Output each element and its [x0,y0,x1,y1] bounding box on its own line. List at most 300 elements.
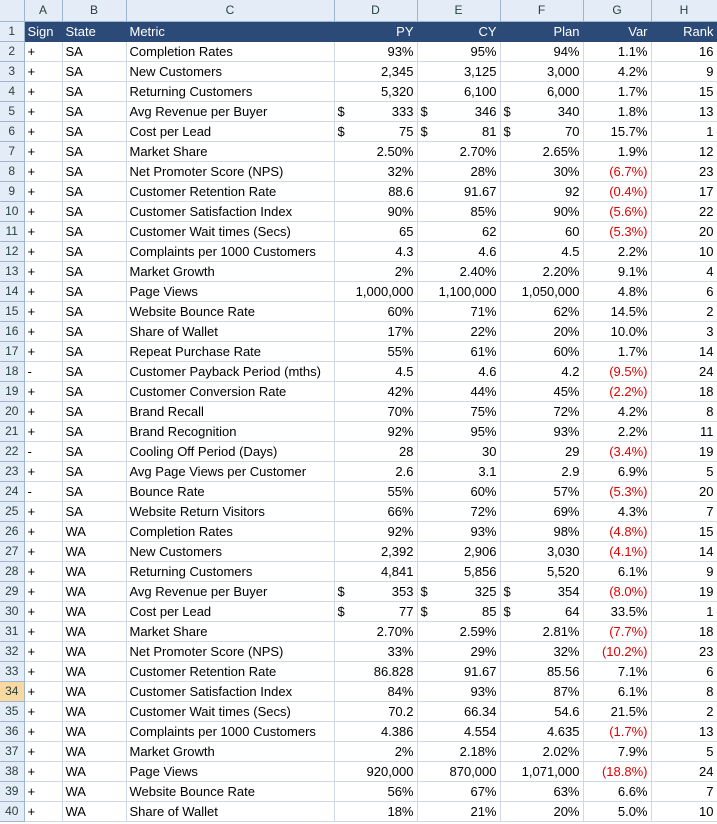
table-cell[interactable]: WA [62,721,126,741]
table-cell[interactable]: + [24,741,62,761]
table-cell[interactable]: 70.2 [334,701,417,721]
table-cell[interactable]: 20 [651,481,717,501]
table-cell[interactable] [500,601,583,621]
row-header[interactable]: 33 [0,661,24,681]
table-cell[interactable]: 32% [334,161,417,181]
column-header-h[interactable]: H [651,0,717,21]
table-cell[interactable]: Page Views [126,761,334,781]
table-cell[interactable]: 6 [651,281,717,301]
table-cell[interactable]: Customer Satisfaction Index [126,201,334,221]
row-header[interactable]: 16 [0,321,24,341]
header-cell[interactable]: CY [417,21,500,41]
table-cell[interactable]: Complaints per 1000 Customers [126,241,334,261]
table-cell[interactable]: 10 [651,801,717,821]
table-cell[interactable]: SA [62,401,126,421]
row-header[interactable]: 4 [0,81,24,101]
table-cell[interactable]: New Customers [126,61,334,81]
table-cell[interactable]: 72% [500,401,583,421]
table-cell[interactable] [417,121,500,141]
table-cell[interactable]: + [24,281,62,301]
table-cell[interactable]: 28 [334,441,417,461]
table-cell[interactable]: 5.0% [583,801,651,821]
table-cell[interactable]: + [24,41,62,61]
table-cell[interactable]: + [24,381,62,401]
table-cell[interactable]: 1 [651,121,717,141]
header-cell[interactable]: Var [583,21,651,41]
table-cell[interactable]: 7.1% [583,661,651,681]
table-cell[interactable]: 15 [651,81,717,101]
table-cell[interactable]: 23 [651,641,717,661]
table-cell[interactable]: 18% [334,801,417,821]
table-cell[interactable]: 45% [500,381,583,401]
table-cell[interactable]: 2.81% [500,621,583,641]
table-cell[interactable]: (9.5%) [583,361,651,381]
table-cell[interactable]: 30% [500,161,583,181]
table-cell[interactable]: 10.0% [583,321,651,341]
table-cell[interactable]: 2.65% [500,141,583,161]
table-cell[interactable]: 94% [500,41,583,61]
table-cell[interactable]: 1,100,000 [417,281,500,301]
table-cell[interactable]: 4 [651,261,717,281]
table-cell[interactable]: 93% [334,41,417,61]
table-cell[interactable] [417,101,500,121]
table-cell[interactable] [500,581,583,601]
row-header[interactable]: 6 [0,121,24,141]
column-header-d[interactable]: D [334,0,417,21]
table-cell[interactable]: 2 [651,301,717,321]
table-cell[interactable]: + [24,541,62,561]
table-cell[interactable]: 18 [651,381,717,401]
table-cell[interactable]: Customer Retention Rate [126,661,334,681]
table-cell[interactable]: + [24,581,62,601]
table-cell[interactable]: 2.2% [583,241,651,261]
table-cell[interactable] [417,581,500,601]
table-cell[interactable]: 13 [651,101,717,121]
table-cell[interactable]: 1.9% [583,141,651,161]
table-cell[interactable]: Completion Rates [126,521,334,541]
table-cell[interactable]: 2.2% [583,421,651,441]
table-cell[interactable]: WA [62,641,126,661]
table-cell[interactable]: 8 [651,681,717,701]
table-cell[interactable]: SA [62,121,126,141]
table-cell[interactable]: Market Share [126,621,334,641]
table-cell[interactable]: Customer Payback Period (mths) [126,361,334,381]
row-header[interactable]: 22 [0,441,24,461]
table-cell[interactable]: Returning Customers [126,561,334,581]
table-cell[interactable]: Cost per Lead [126,121,334,141]
table-cell[interactable]: 67% [417,781,500,801]
table-cell[interactable]: + [24,141,62,161]
table-cell[interactable]: 4.2% [583,401,651,421]
header-cell[interactable]: Metric [126,21,334,41]
table-cell[interactable]: 90% [334,201,417,221]
table-cell[interactable]: SA [62,101,126,121]
table-cell[interactable]: 60% [417,481,500,501]
table-cell[interactable]: 23 [651,161,717,181]
table-cell[interactable]: (1.7%) [583,721,651,741]
table-cell[interactable]: 29% [417,641,500,661]
table-cell[interactable]: 33.5% [583,601,651,621]
table-cell[interactable]: 66.34 [417,701,500,721]
row-header[interactable]: 3 [0,61,24,81]
table-cell[interactable]: SA [62,421,126,441]
table-cell[interactable]: 16 [651,41,717,61]
row-header[interactable]: 38 [0,761,24,781]
table-cell[interactable]: + [24,161,62,181]
table-cell[interactable]: 30 [417,441,500,461]
table-cell[interactable]: SA [62,461,126,481]
table-cell[interactable]: 62% [500,301,583,321]
table-cell[interactable]: 91.67 [417,661,500,681]
row-header[interactable]: 5 [0,101,24,121]
table-cell[interactable]: 56% [334,781,417,801]
table-cell[interactable]: 4.386 [334,721,417,741]
table-cell[interactable]: Returning Customers [126,81,334,101]
table-cell[interactable]: SA [62,201,126,221]
table-cell[interactable]: SA [62,41,126,61]
table-cell[interactable]: - [24,481,62,501]
column-header-f[interactable]: F [500,0,583,21]
table-cell[interactable]: 28% [417,161,500,181]
table-cell[interactable]: 19 [651,581,717,601]
table-cell[interactable]: + [24,241,62,261]
table-cell[interactable]: + [24,421,62,441]
table-cell[interactable]: Net Promoter Score (NPS) [126,161,334,181]
table-cell[interactable]: 1,071,000 [500,761,583,781]
table-cell[interactable]: 5 [651,461,717,481]
table-cell[interactable] [334,101,417,121]
table-cell[interactable]: SA [62,501,126,521]
table-cell[interactable]: 4.5 [500,241,583,261]
table-cell[interactable]: SA [62,281,126,301]
row-header[interactable]: 7 [0,141,24,161]
table-cell[interactable]: 5,856 [417,561,500,581]
table-cell[interactable] [500,121,583,141]
table-cell[interactable]: 93% [417,521,500,541]
table-cell[interactable]: 93% [417,681,500,701]
table-cell[interactable]: SA [62,81,126,101]
table-cell[interactable]: 14 [651,341,717,361]
table-cell[interactable]: 44% [417,381,500,401]
row-header[interactable]: 23 [0,461,24,481]
table-cell[interactable]: Cost per Lead [126,601,334,621]
table-cell[interactable]: 21% [417,801,500,821]
table-cell[interactable]: 24 [651,361,717,381]
table-cell[interactable]: 90% [500,201,583,221]
table-cell[interactable]: + [24,321,62,341]
table-cell[interactable]: 1,000,000 [334,281,417,301]
table-cell[interactable]: 1.1% [583,41,651,61]
table-cell[interactable]: 15.7% [583,121,651,141]
header-cell[interactable]: Sign [24,21,62,41]
row-header[interactable]: 10 [0,201,24,221]
table-cell[interactable]: Customer Wait times (Secs) [126,701,334,721]
table-cell[interactable]: + [24,661,62,681]
table-cell[interactable]: (5.3%) [583,221,651,241]
table-cell[interactable]: 95% [417,41,500,61]
table-cell[interactable]: (8.0%) [583,581,651,601]
table-cell[interactable]: (6.7%) [583,161,651,181]
table-cell[interactable]: 3 [651,321,717,341]
table-cell[interactable]: + [24,101,62,121]
table-cell[interactable]: WA [62,741,126,761]
table-cell[interactable]: 60% [334,301,417,321]
table-cell[interactable]: Net Promoter Score (NPS) [126,641,334,661]
table-cell[interactable]: 6.9% [583,461,651,481]
table-cell[interactable]: SA [62,321,126,341]
row-header[interactable]: 24 [0,481,24,501]
row-header[interactable]: 11 [0,221,24,241]
table-cell[interactable]: SA [62,261,126,281]
table-cell[interactable]: 2% [334,261,417,281]
table-cell[interactable]: + [24,681,62,701]
table-cell[interactable]: 22% [417,321,500,341]
table-cell[interactable]: 3,000 [500,61,583,81]
table-cell[interactable]: 92% [334,521,417,541]
table-cell[interactable]: 65 [334,221,417,241]
table-cell[interactable]: 1 [651,601,717,621]
table-cell[interactable]: 6 [651,661,717,681]
table-cell[interactable]: (10.2%) [583,641,651,661]
table-cell[interactable]: 69% [500,501,583,521]
table-cell[interactable]: 2.59% [417,621,500,641]
table-cell[interactable]: Website Bounce Rate [126,781,334,801]
table-cell[interactable]: WA [62,601,126,621]
table-cell[interactable] [334,601,417,621]
table-cell[interactable]: WA [62,561,126,581]
table-cell[interactable]: 5 [651,741,717,761]
table-cell[interactable]: 6.6% [583,781,651,801]
table-cell[interactable]: 2.70% [334,621,417,641]
table-cell[interactable]: 2,906 [417,541,500,561]
table-cell[interactable]: (5.3%) [583,481,651,501]
table-cell[interactable]: 14 [651,541,717,561]
table-cell[interactable]: 6,100 [417,81,500,101]
table-cell[interactable] [417,601,500,621]
row-header[interactable]: 26 [0,521,24,541]
table-cell[interactable]: + [24,61,62,81]
table-cell[interactable]: Market Growth [126,741,334,761]
table-cell[interactable]: (4.1%) [583,541,651,561]
table-cell[interactable]: Cooling Off Period (Days) [126,441,334,461]
table-cell[interactable]: + [24,181,62,201]
table-cell[interactable]: 33% [334,641,417,661]
row-header[interactable]: 37 [0,741,24,761]
table-cell[interactable]: 17 [651,181,717,201]
table-cell[interactable]: (0.4%) [583,181,651,201]
table-cell[interactable]: 57% [500,481,583,501]
table-cell[interactable]: (4.8%) [583,521,651,541]
table-cell[interactable]: 55% [334,481,417,501]
table-cell[interactable]: 2.6 [334,461,417,481]
row-header[interactable]: 9 [0,181,24,201]
table-cell[interactable]: WA [62,681,126,701]
row-header[interactable]: 27 [0,541,24,561]
table-cell[interactable]: 3,125 [417,61,500,81]
table-cell[interactable]: + [24,341,62,361]
row-header[interactable]: 30 [0,601,24,621]
table-cell[interactable]: 9 [651,561,717,581]
table-cell[interactable]: SA [62,441,126,461]
table-cell[interactable]: 7 [651,501,717,521]
row-header[interactable]: 18 [0,361,24,381]
table-cell[interactable]: WA [62,761,126,781]
table-cell[interactable]: + [24,221,62,241]
row-header[interactable]: 12 [0,241,24,261]
table-cell[interactable]: 2.18% [417,741,500,761]
table-cell[interactable]: SA [62,221,126,241]
table-cell[interactable]: 2.02% [500,741,583,761]
table-cell[interactable] [334,121,417,141]
header-cell[interactable]: Plan [500,21,583,41]
table-cell[interactable]: - [24,441,62,461]
table-cell[interactable]: SA [62,361,126,381]
table-cell[interactable]: 86.828 [334,661,417,681]
table-cell[interactable]: 21.5% [583,701,651,721]
table-cell[interactable]: 71% [417,301,500,321]
table-cell[interactable]: (5.6%) [583,201,651,221]
table-cell[interactable]: 20 [651,221,717,241]
table-cell[interactable]: + [24,121,62,141]
table-cell[interactable]: 70% [334,401,417,421]
row-header[interactable]: 17 [0,341,24,361]
table-cell[interactable]: 92% [334,421,417,441]
table-cell[interactable]: 2,345 [334,61,417,81]
table-cell[interactable]: 9 [651,61,717,81]
table-cell[interactable]: Share of Wallet [126,801,334,821]
table-cell[interactable]: 2 [651,701,717,721]
table-cell[interactable]: 72% [417,501,500,521]
table-cell[interactable]: 8 [651,401,717,421]
table-cell[interactable]: SA [62,161,126,181]
header-cell[interactable]: State [62,21,126,41]
header-cell[interactable]: Rank [651,21,717,41]
table-cell[interactable]: 14.5% [583,301,651,321]
row-header[interactable]: 2 [0,41,24,61]
table-cell[interactable]: Brand Recognition [126,421,334,441]
table-cell[interactable]: 13 [651,721,717,741]
table-cell[interactable]: - [24,361,62,381]
table-cell[interactable]: Avg Revenue per Buyer [126,581,334,601]
table-cell[interactable]: 20% [500,321,583,341]
table-cell[interactable]: 4.6 [417,361,500,381]
row-header[interactable]: 28 [0,561,24,581]
row-header[interactable]: 34 [0,681,24,701]
table-cell[interactable]: 15 [651,521,717,541]
table-cell[interactable]: 4.635 [500,721,583,741]
table-cell[interactable]: 32% [500,641,583,661]
table-cell[interactable]: Website Return Visitors [126,501,334,521]
table-cell[interactable]: 2,392 [334,541,417,561]
table-cell[interactable]: Brand Recall [126,401,334,421]
table-cell[interactable]: Market Growth [126,261,334,281]
table-cell[interactable]: 91.67 [417,181,500,201]
table-cell[interactable]: 93% [500,421,583,441]
table-cell[interactable]: 12 [651,141,717,161]
table-cell[interactable]: 2.70% [417,141,500,161]
table-cell[interactable]: 3,030 [500,541,583,561]
table-cell[interactable]: 2.40% [417,261,500,281]
table-cell[interactable]: WA [62,661,126,681]
table-cell[interactable]: 6,000 [500,81,583,101]
table-cell[interactable]: (3.4%) [583,441,651,461]
table-cell[interactable]: Complaints per 1000 Customers [126,721,334,741]
table-cell[interactable]: WA [62,541,126,561]
table-cell[interactable]: SA [62,61,126,81]
table-cell[interactable]: 4.2 [500,361,583,381]
table-cell[interactable]: 20% [500,801,583,821]
table-cell[interactable]: 4.5 [334,361,417,381]
table-cell[interactable]: WA [62,621,126,641]
table-cell[interactable]: (18.8%) [583,761,651,781]
table-cell[interactable]: 4.2% [583,61,651,81]
table-cell[interactable]: 66% [334,501,417,521]
table-cell[interactable]: + [24,721,62,741]
table-cell[interactable]: 1.7% [583,81,651,101]
table-cell[interactable]: 54.6 [500,701,583,721]
row-header[interactable]: 32 [0,641,24,661]
table-cell[interactable]: SA [62,301,126,321]
table-cell[interactable]: 63% [500,781,583,801]
table-cell[interactable]: 9.1% [583,261,651,281]
table-cell[interactable]: Website Bounce Rate [126,301,334,321]
table-cell[interactable]: + [24,621,62,641]
table-cell[interactable]: 6.1% [583,681,651,701]
table-cell[interactable]: WA [62,781,126,801]
table-cell[interactable]: 22 [651,201,717,221]
table-cell[interactable]: SA [62,341,126,361]
row-header[interactable]: 40 [0,801,24,821]
row-header[interactable]: 35 [0,701,24,721]
row-header[interactable]: 13 [0,261,24,281]
table-cell[interactable]: WA [62,801,126,821]
table-cell[interactable]: + [24,641,62,661]
table-cell[interactable]: 7 [651,781,717,801]
table-cell[interactable]: 2.20% [500,261,583,281]
table-cell[interactable]: 2% [334,741,417,761]
table-cell[interactable]: Customer Conversion Rate [126,381,334,401]
table-cell[interactable]: 92 [500,181,583,201]
table-cell[interactable]: 60% [500,341,583,361]
table-cell[interactable]: Customer Satisfaction Index [126,681,334,701]
table-cell[interactable]: + [24,561,62,581]
table-cell[interactable]: SA [62,141,126,161]
row-header[interactable]: 14 [0,281,24,301]
table-cell[interactable]: + [24,201,62,221]
table-cell[interactable]: + [24,401,62,421]
table-cell[interactable]: 24 [651,761,717,781]
table-cell[interactable]: 5,320 [334,81,417,101]
row-header[interactable]: 15 [0,301,24,321]
table-cell[interactable]: New Customers [126,541,334,561]
table-cell[interactable]: + [24,261,62,281]
table-cell[interactable]: + [24,461,62,481]
table-cell[interactable]: 17% [334,321,417,341]
table-cell[interactable]: 920,000 [334,761,417,781]
row-header[interactable]: 29 [0,581,24,601]
table-cell[interactable]: 62 [417,221,500,241]
table-cell[interactable]: Page Views [126,281,334,301]
table-cell[interactable]: WA [62,521,126,541]
table-cell[interactable]: 18 [651,621,717,641]
table-cell[interactable]: Avg Page Views per Customer [126,461,334,481]
header-cell[interactable]: PY [334,21,417,41]
table-cell[interactable]: 2.9 [500,461,583,481]
table-cell[interactable]: 4,841 [334,561,417,581]
table-cell[interactable]: Completion Rates [126,41,334,61]
table-cell[interactable]: 1,050,000 [500,281,583,301]
table-cell[interactable]: 1.8% [583,101,651,121]
